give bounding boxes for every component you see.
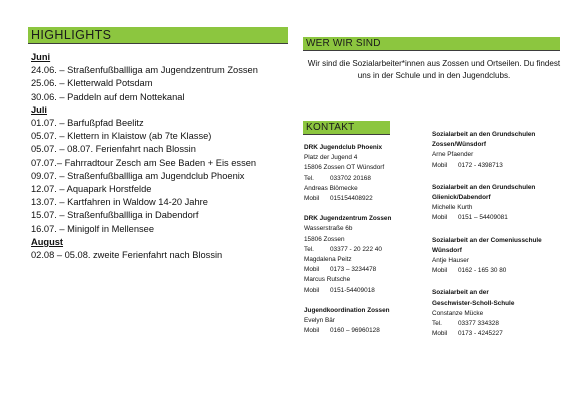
- phone-number: 033702 20168: [330, 174, 371, 182]
- event-item: 24.06. – Straßenfußballliga am Jugendzentrum Zossen: [31, 65, 258, 76]
- contact-block: [432, 236, 567, 277]
- phone-label: Mobil: [304, 266, 320, 274]
- contact-subtitle: Glienick/Dabendorf: [432, 194, 491, 202]
- contact-line: Arne Pfaender: [432, 151, 474, 159]
- contact-line: Andreas Blömecke: [304, 184, 358, 192]
- contact-title: Jugendkoordination Zossen: [304, 306, 390, 314]
- phone-number: 03377 - 20 222 40: [330, 245, 382, 253]
- phone-label: Mobil: [304, 195, 320, 203]
- month-heading: Juli: [31, 104, 48, 115]
- contact-phone-row: [304, 265, 404, 275]
- contact-line: Evelyn Bär: [304, 317, 335, 325]
- contact-title: Sozialarbeit an den Grundschulen: [432, 131, 536, 138]
- event-item: 25.06. – Kletterwald Potsdam: [31, 78, 153, 89]
- phone-label: Mobil: [432, 214, 448, 222]
- contact-phone-row: [432, 329, 567, 339]
- contact-column-left: [304, 143, 404, 336]
- contact-phone-row: [432, 213, 567, 223]
- contact-line: Magdalena Peitz: [304, 256, 352, 264]
- contact-block: [432, 288, 567, 339]
- contact-line: Platz der Jugend 4: [304, 154, 358, 162]
- contact-subtitle: Geschwister-Scholl-Schule: [432, 299, 515, 307]
- event-item: 30.06. – Paddeln auf dem Nottekanal: [31, 91, 185, 102]
- month-heading: August: [31, 236, 64, 247]
- phone-label: Tel.: [304, 174, 314, 182]
- contact-title: DRK Jugendzentrum Zossen: [304, 215, 392, 223]
- contact-phone-row: [304, 286, 404, 296]
- month-heading: Juni: [31, 52, 51, 62]
- contact-block: [432, 130, 567, 171]
- event-item: 15.07. – Straßenfußballliga in Dabendorf: [31, 210, 199, 221]
- phone-number: 0173 – 3234478: [330, 266, 377, 274]
- contact-line: Antje Hauser: [432, 257, 469, 265]
- contact-column-right: [432, 130, 567, 339]
- phone-label: Mobil: [304, 286, 320, 294]
- phone-number: 0173 - 4245227: [458, 330, 503, 338]
- contact-phone-row: [432, 161, 567, 171]
- phone-number: 0151 – 54409081: [458, 214, 508, 222]
- phone-number: 0160 – 96960128: [330, 327, 380, 335]
- contact-subtitle: Zossen/Wünsdorf: [432, 141, 486, 149]
- phone-number: 0172 - 4398713: [458, 161, 503, 169]
- event-item: 13.07. – Kartfahren in Waldow 14-20 Jahre: [31, 197, 208, 208]
- contact-line: Michelle Kurth: [432, 204, 473, 212]
- highlights-list: [31, 51, 301, 262]
- contact-block: [304, 143, 404, 204]
- event-item: 12.07. – Aquapark Horstfelde: [31, 184, 152, 195]
- phone-label: Mobil: [432, 267, 448, 275]
- event-item: 07.07.– Fahrradtour Zesch am See Baden + Eis essen: [31, 157, 257, 168]
- contact-block: [432, 183, 567, 224]
- event-item: 16.07. – Minigolf in Mellensee: [31, 223, 154, 234]
- contact-phone-row: [304, 174, 404, 184]
- contact-line: Constanze Mücke: [432, 309, 484, 317]
- contact-line: 15806 Zossen OT Wünsdorf: [304, 164, 385, 172]
- contact-block: [304, 214, 404, 296]
- contact-block: [304, 306, 404, 337]
- highlights-heading: HIGHLIGHTS: [28, 27, 288, 44]
- contact-phone-row: [432, 266, 567, 276]
- contact-phone-row: [304, 194, 404, 204]
- phone-number: 015154408922: [330, 195, 373, 203]
- phone-number: 0151-54409018: [330, 286, 375, 294]
- event-item: 09.07. – Straßenfußballliga am Jugendclub Phoenix: [31, 170, 245, 181]
- phone-label: Tel.: [304, 245, 314, 253]
- phone-label: Tel.: [432, 320, 442, 328]
- contact-title: Sozialarbeit an der Comeniusschule: [432, 236, 542, 244]
- contact-heading: KONTAKT: [303, 121, 390, 135]
- contact-phone-row: [304, 326, 404, 336]
- about-heading: WER WIR SIND: [303, 37, 560, 51]
- phone-number: 0162 - 165 30 80: [458, 267, 507, 275]
- contact-phone-row: [432, 319, 567, 329]
- event-item: 05.07. – 08.07. Ferienfahrt nach Blossin: [31, 144, 196, 155]
- contact-title: Sozialarbeit an den Grundschulen: [432, 183, 536, 191]
- event-item: 05.07. – Klettern in Klaistow (ab 7te Klasse): [31, 131, 212, 142]
- phone-label: Mobil: [432, 161, 448, 169]
- phone-number: 03377 334328: [458, 320, 499, 328]
- event-item: 02.08 – 05.08. zweite Ferienfahrt nach Blossin: [31, 250, 223, 261]
- contact-phone-row: [304, 245, 404, 255]
- contact-title: DRK Jugendclub Phoenix: [304, 144, 383, 151]
- contact-title: Sozialarbeit an der: [432, 289, 489, 297]
- phone-label: Mobil: [304, 327, 320, 335]
- event-item: 01.07. – Barfußpfad Beelitz: [31, 118, 144, 129]
- contact-line: Marcus Rutsche: [304, 276, 351, 284]
- contact-line: 15806 Zossen: [304, 235, 345, 243]
- about-text: Wir sind die Sozialarbeiter*innen aus Zossen und Ortseilen. Du findest uns in der Schule und in den Jugendclubs.: [307, 59, 561, 80]
- contact-line: Wasserstraße 6b: [304, 225, 353, 233]
- phone-label: Mobil: [432, 330, 448, 338]
- contact-subtitle: Wünsdorf: [432, 246, 462, 254]
